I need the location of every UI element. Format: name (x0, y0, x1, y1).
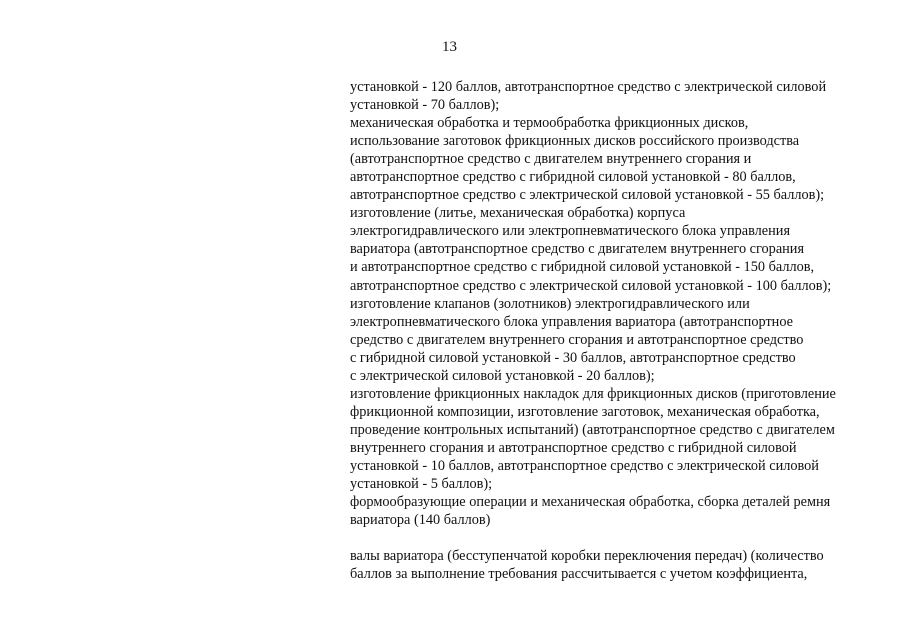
text-line: использование заготовок фрикционных дисков российского производства (350, 133, 800, 150)
text-line: вариатора (автотранспортное средство с двигателем внутреннего сгорания (350, 241, 805, 258)
text-line: электрогидравлического или электропневматического блока управления (350, 223, 791, 240)
paragraph-block-1 (350, 78, 890, 529)
text-line: установкой - 5 баллов); (350, 476, 493, 493)
text-line: механическая обработка и термообработка фрикционных дисков, (350, 115, 749, 132)
text-line: автотранспортное средство с электрической силовой установкой - 55 баллов); (350, 187, 825, 204)
text-line: автотранспортное средство с гибридной силовой установкой - 80 баллов, (350, 169, 796, 186)
text-line: автотранспортное средство с электрической силовой установкой - 100 баллов); (350, 277, 832, 294)
text-line: и автотранспортное средство с гибридной силовой установкой - 150 баллов, (350, 259, 815, 276)
text-line: установкой - 70 баллов); (350, 97, 500, 114)
text-line: изготовление (литье, механическая обработка) корпуса (350, 205, 686, 222)
text-line: проведение контрольных испытаний) (автотранспортное средство с двигателем (350, 421, 835, 438)
document-body (350, 78, 890, 583)
text-line: внутреннего сгорания и автотранспортное средство с гибридной силовой (350, 439, 797, 456)
text-line: вариатора (140 баллов) (350, 512, 491, 529)
text-line: фрикционной композиции, изготовление заготовок, механическая обработка, (350, 403, 820, 420)
text-line: с гибридной силовой установкой - 30 баллов, автотранспортное средство (350, 349, 796, 366)
page-number: 13 (442, 39, 457, 55)
text-line: средство с двигателем внутреннего сгорания и автотранспортное средство (350, 331, 804, 348)
text-line: формообразующие операции и механическая обработка, сборка деталей ремня (350, 494, 831, 511)
text-line: изготовление фрикционных накладок для фрикционных дисков (приготовление (350, 385, 836, 402)
text-line: установкой - 10 баллов, автотранспортное средство с электрической силовой (350, 457, 819, 474)
text-line: с электрической силовой установкой - 20 баллов); (350, 367, 655, 384)
text-line: баллов за выполнение требования рассчитывается с учетом коэффициента, (350, 566, 808, 583)
paragraph-block-2 (350, 547, 890, 583)
text-line: изготовление клапанов (золотников) электрогидравлического или (350, 295, 750, 312)
text-line: (автотранспортное средство с двигателем внутреннего сгорания и (350, 151, 752, 168)
text-line: валы вариатора (бесступенчатой коробки переключения передач) (количество (350, 548, 824, 565)
text-line: установкой - 120 баллов, автотранспортное средство с электрической силовой (350, 79, 827, 95)
text-line: электропневматического блока управления вариатора (автотранспортное (350, 313, 794, 330)
paragraph-gap (350, 529, 890, 547)
